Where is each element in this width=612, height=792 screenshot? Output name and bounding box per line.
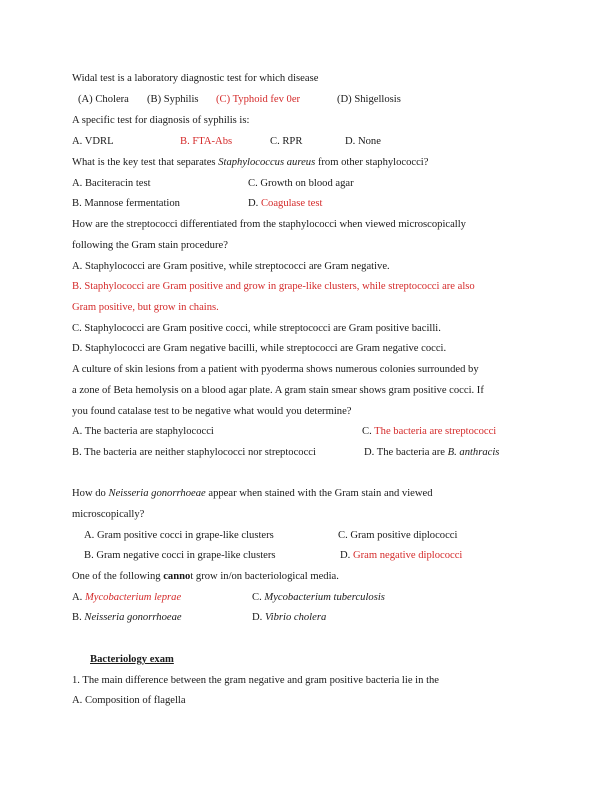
q6-option-a: A. Gram positive cocci in grape-like clusters [84,530,274,541]
q7-option-d-organism: Vibrio cholera [264,612,327,623]
q5-option-a: A. The bacteria are staphylococci [72,426,214,437]
q6-option-d [340,549,462,562]
q3-option-d [248,197,322,210]
q4-option-a: A. Staphylococci are Gram positive, while streptococci are Gram negative. [72,261,390,272]
q6-option-b: B. Gram negative cocci in grape-like clusters [84,550,276,561]
q5-option-d-pre: D. The bacteria are [364,447,448,458]
q7-stem [72,570,339,583]
q7-option-c-organism: Mycobacterium tuberculosis [264,592,385,603]
q5-option-d-organism: B. anthracis [447,447,500,458]
q6-stem-line2: microscopically? [72,509,145,520]
q6-stem-pre: How do [72,488,109,499]
q7-option-a [72,591,181,604]
q1-stem: Widal test is a laboratory diagnostic test for which disease [72,73,319,84]
section-q1-stem: 1. The main difference between the gram negative and gram positive bacteria lie in the [72,675,440,686]
q7-option-c-prefix: C. [252,592,265,603]
q3-stem-post: from other staphylococci? [315,157,429,168]
q5-stem-line3: you found catalase test to be negative what would you determine? [72,406,352,417]
q6-option-d-prefix: D. [340,550,353,561]
q1-option-c-answer: (C) Typhoid fev 0er [216,94,301,105]
q5-option-b: B. The bacteria are neither staphylococci nor streptococci [72,447,316,458]
q7-stem-pre: One of the following [72,571,164,582]
q6-stem-organism: Neisseria gonorrhoeae [108,488,206,499]
q1-option-b: (B) Syphilis [147,94,199,105]
q1-option-a: (A) Cholera [78,94,129,105]
q2-option-a: A. VDRL [72,136,114,147]
q5-option-c-answer: The bacteria are streptococci [374,426,497,437]
q4-option-c: C. Staphylococci are Gram positive cocci, while streptococci are Gram positive bacilli. [72,323,441,334]
q2-option-c: C. RPR [270,136,303,147]
q6-stem [72,487,433,500]
q3-option-d-answer: Coagulase test [260,198,323,209]
q2-option-d: D. None [345,136,381,147]
q4-option-d: D. Staphylococci are Gram negative bacilli, while streptococci are Gram negative cocci. [72,343,447,354]
q2-option-b-answer: B. FTA-Abs [180,136,233,147]
q5-stem-line2: a zone of Beta hemolysis on a blood agar plate. A gram stain smear shows gram positive cocci. If [72,385,484,396]
q6-option-d-answer: Gram negative diplococci [352,550,463,561]
q6-stem-post: appear when stained with the Gram stain and viewed [205,488,433,499]
q4-option-b-answer-line1: B. Staphylococci are Gram positive and grow in grape-like clusters, while streptococci are also [72,281,475,292]
q3-stem-pre: What is the key test that separates [72,157,219,168]
q3-option-c: C. Growth on blood agar [248,178,354,189]
q1-option-d: (D) Shigellosis [337,94,401,105]
q7-option-d-prefix: D. [252,612,265,623]
q2-stem: A specific test for diagnosis of syphilis is: [72,115,250,126]
q5-option-d [364,446,499,459]
q3-stem [72,156,428,169]
q7-option-a-answer: Mycobacterium leprae [84,592,182,603]
section-heading: Bacteriology exam [90,654,174,665]
q7-option-b-organism: Neisseria gonorrhoeae [84,612,182,623]
q4-option-b-answer-line2: Gram positive, but grow in chains. [72,302,219,313]
q4-stem-line2: following the Gram stain procedure? [72,240,228,251]
q7-option-a-prefix: A. [72,592,85,603]
q3-option-a: A. Baciteracin test [72,178,151,189]
q3-option-d-prefix: D. [248,198,261,209]
q7-stem-post: t grow in/on bacteriological media. [190,571,339,582]
q7-stem-bold: canno [163,571,191,582]
section-q1-option-a: A. Composition of flagella [72,695,186,706]
q7-option-c [252,591,385,604]
q5-option-c-prefix: C. [362,426,375,437]
q3-stem-organism: Staphylococcus aureus [218,157,316,168]
q3-option-b: B. Mannose fermentation [72,198,180,209]
q5-stem-line1: A culture of skin lesions from a patient with pyoderma shows numerous colonies surrounded by [72,364,479,375]
q4-stem-line1: How are the streptococci differentiated from the staphylococci when viewed microscopically [72,219,466,230]
q6-option-c: C. Gram positive diplococci [338,530,458,541]
q7-option-d [252,611,326,624]
q7-option-b-prefix: B. [72,612,85,623]
q5-option-c [362,425,496,438]
q7-option-b [72,611,182,624]
